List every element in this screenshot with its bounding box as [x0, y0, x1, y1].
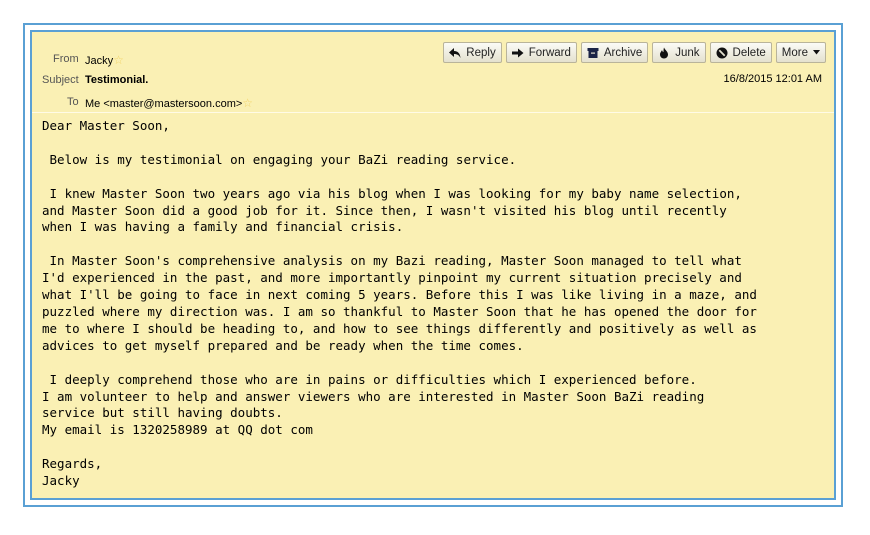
header-divider	[32, 112, 834, 113]
message-toolbar	[443, 42, 826, 63]
subject-value: Testimonial.	[85, 74, 149, 86]
delete-button[interactable]	[710, 42, 772, 63]
from-sender[interactable]	[85, 53, 124, 67]
to-label: To	[67, 96, 79, 108]
star-icon[interactable]: ☆	[242, 96, 254, 110]
more-button[interactable]	[776, 42, 826, 63]
archive-button[interactable]	[581, 42, 648, 63]
message-header	[32, 32, 834, 114]
outer-frame	[23, 23, 843, 507]
reply-button[interactable]	[443, 42, 501, 63]
junk-flame-icon	[658, 47, 670, 59]
forward-label: Forward	[528, 46, 571, 59]
delete-label: Delete	[732, 46, 766, 59]
archive-box-icon	[587, 47, 599, 59]
junk-label: Junk	[675, 46, 700, 59]
forward-arrow-icon	[512, 47, 524, 59]
from-name[interactable]: Jacky	[85, 55, 114, 67]
subject-label: Subject	[42, 74, 79, 86]
message-timestamp: 16/8/2015 12:01 AM	[723, 73, 822, 85]
message-window	[30, 30, 836, 500]
delete-circle-icon	[716, 47, 728, 59]
message-body: Dear Master Soon, Below is my testimonial on engaging your BaZi reading service. I knew Master Soon two years ago via his blog when I was looking for my baby name selection, and Master Soon did a good job for it. Since then, I wasn't visited his blog until recently when I was having a family and financial crisis. In Master Soon's comprehensive analysis on my Bazi reading, Master Soon managed to tell what I'd experienced in the past, and more importantly pinpoint my current situation precisely and what I'll be going to face in next coming 5 years. Before this I was like living in a maze, and puzzled where my direction was. I am so thankful to Master Soon that he has opened the door for me to where I should be heading to, and how to see things differently and positively as well as advices to get myself prepared and be ready when the time comes. I deeply comprehend those who are in pains or difficulties which I experienced before. I am volunteer to help and answer viewers who are interested in Master Soon BaZi reading service but still having doubts. My email is 1320258989 at QQ dot com Regards, Jacky	[42, 118, 757, 489]
star-icon[interactable]: ☆	[113, 53, 124, 67]
dropdown-caret-icon	[813, 47, 820, 59]
to-address[interactable]: Me <master@mastersoon.com>	[85, 98, 243, 110]
more-label: More	[781, 46, 808, 59]
archive-label: Archive	[603, 46, 643, 59]
from-label: From	[53, 53, 79, 65]
to-recipient[interactable]	[85, 96, 253, 110]
junk-button[interactable]	[652, 42, 705, 63]
forward-button[interactable]	[506, 42, 577, 63]
reply-arrow-icon	[449, 47, 461, 59]
reply-label: Reply	[466, 46, 496, 59]
